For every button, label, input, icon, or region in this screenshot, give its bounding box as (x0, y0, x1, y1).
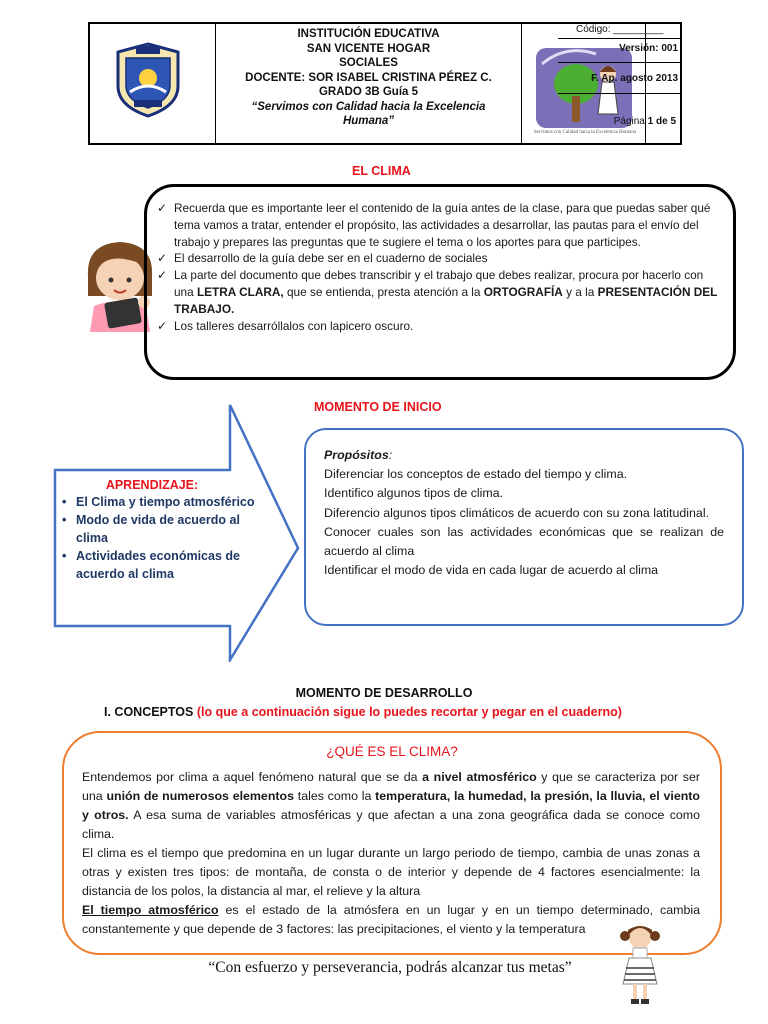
clima-text: y que se caracteriza por ser una (82, 770, 700, 803)
proposito-item: Identificar el modo de vida en cada lugar de acuerdo al clima (324, 563, 659, 578)
instruction-item (157, 318, 725, 335)
checkmark-icon: ✓ (157, 251, 167, 266)
aprendizaje-item (62, 547, 262, 583)
section-title-clima: EL CLIMA (352, 164, 411, 178)
instruction-item (157, 250, 725, 267)
image-caption: Servimos con Calidad hacia la Excelencia Humana (533, 130, 637, 135)
aprendizaje-text: Actividades económicas de acuerdo al clima (76, 549, 240, 581)
aprendizaje-panel (62, 478, 262, 583)
que-es-clima-title: ¿QUÉ ES EL CLIMA? (326, 744, 458, 759)
header-title-cell (216, 24, 522, 143)
instruction-item (157, 200, 725, 250)
clima-bold: unión de numerosos elementos (106, 789, 294, 803)
bullet-icon: • (62, 513, 67, 527)
clima-text: Entendemos por clima a aquel fenómeno natural que se da (82, 770, 423, 784)
institution-name: INSTITUCIÓN EDUCATIVA (297, 28, 440, 40)
clima-bold-underlined: El tiempo atmosférico (82, 903, 219, 917)
school-motto: “Servimos con Calidad hacia la Excelencia Humana” (251, 100, 486, 127)
clima-paragraph-3 (82, 901, 700, 939)
instruction-text: que se entienda, presta atención a la (283, 284, 484, 299)
clima-paragraph-2: El clima es el tiempo que predomina en un lugar durante un largo periodo de tiempo, cambia de unas zonas a otras y existen tres tipos: de montaña, de consta o de interior y depende de 4 factores esencialmente: la distancia de los polos, la distancia al mar, el relieve y la altura (82, 846, 700, 898)
codigo-text: Código: _________ (576, 24, 664, 35)
instruction-text: Los talleres desarróllalos con lapicero oscuro. (174, 318, 414, 333)
clima-bold: temperatura, la humedad, la presión, la lluvia, el viento y otros. (82, 789, 700, 822)
clima-paragraph-1 (82, 768, 700, 844)
proposito-item: Identifico algunos tipos de clima. (324, 486, 504, 501)
school-logo-cell (90, 24, 216, 143)
instructions-list (157, 200, 725, 334)
version-text: Versión: 001 (619, 43, 678, 54)
meta-codigo (558, 24, 682, 39)
school-crest-icon (108, 40, 188, 120)
pagina-mid: de (653, 116, 671, 127)
school-name: SAN VICENTE HOGAR (306, 42, 431, 55)
clima-text: tales como la (293, 789, 376, 803)
aprendizaje-item (62, 511, 262, 547)
clima-bold: a nivel atmosférico (422, 770, 537, 784)
pagina-total: 5 (670, 116, 676, 127)
instruction-item (157, 267, 725, 317)
propositos-heading (324, 446, 724, 465)
proposito-item: Diferenciar los conceptos de estado del tiempo y clima. (324, 467, 628, 482)
conceptos-line (104, 705, 622, 719)
que-es-clima-content (82, 768, 700, 939)
meta-fecha (558, 73, 682, 94)
bullet-icon: • (62, 549, 67, 563)
instruction-bold: PRESENTACIÓN DEL TRABAJO. (174, 284, 718, 316)
checkmark-icon: ✓ (157, 318, 167, 333)
clima-text: A esa suma de variables atmosféricas y que afectan a una zona geográfica dada se conoce como clima. (82, 808, 700, 841)
checkmark-icon: ✓ (157, 268, 167, 283)
checkmark-icon: ✓ (157, 201, 167, 215)
subject-name: SOCIALES (339, 57, 398, 69)
instruction-text: El desarrollo de la guía debe ser en el cuaderno de sociales (174, 251, 488, 266)
teacher-name: DOCENTE: SOR ISABEL CRISTINA PÉREZ C. (245, 71, 492, 84)
motivational-quote: “Con esfuerzo y perseverancia, podrás alcanzar tus metas” (208, 959, 572, 976)
meta-pagina (558, 116, 680, 127)
aprendizaje-text: El Clima y tiempo atmosférico (76, 495, 255, 509)
grade-guide: GRADO 3B Guía 5 (318, 86, 419, 98)
aprendizaje-text: Modo de vida de acuerdo al clima (76, 513, 240, 545)
propositos-colon: : (388, 448, 393, 462)
aprendizaje-item (62, 493, 262, 511)
fecha-text: F. Ap. agosto 2013 (591, 73, 678, 84)
section-title-inicio: MOMENTO DE INICIO (314, 400, 442, 414)
instruction-text: La parte del documento que debes transcribir y el trabajo que debes realizar, procura por hacerlo con una (174, 268, 704, 299)
conceptos-note: (lo que a continuación sigue lo puedes recortar y pegar en el cuaderno) (196, 705, 622, 719)
proposito-item: Diferencio algunos tipos climáticos de acuerdo con su zona latitudinal. (324, 505, 710, 520)
pagina-number: 1 (647, 116, 654, 127)
bullet-icon: • (62, 495, 67, 509)
instruction-bold: LETRA CLARA, (196, 284, 284, 299)
aprendizaje-title: APRENDIZAJE: (105, 478, 199, 492)
proposito-item: Conocer cuales son las actividades económicas que se realizan de acuerdo al clima (324, 524, 724, 559)
instruction-bold: ORTOGRAFÍA (483, 284, 563, 299)
pagina-prefix: Página (613, 116, 648, 127)
instruction-text: Recuerda que es importante leer el contenido de la guía antes de la clase, para que puedas saber qué tema vamos a tratar, entender el propósito, las actividades a desarrollar, las pautas para el envío del trabajo y prepares las preguntas que te sugiere el tema o los aportes para que participes. (174, 201, 711, 249)
meta-version (558, 43, 682, 63)
clima-text: es el estado de la atmósfera en un lugar y en un tiempo determinado, cambia constantemente y que depende de 3 factores: las precipitaciones, el viento y la temperatura (82, 903, 701, 936)
section-title-desarrollo: MOMENTO DE DESARROLLO (295, 686, 473, 700)
propositos-content (324, 446, 724, 580)
instruction-text: y a la (562, 284, 598, 299)
conceptos-label: I. CONCEPTOS (104, 705, 197, 719)
aprendizaje-list (62, 493, 262, 583)
propositos-title: Propósitos (324, 448, 389, 462)
